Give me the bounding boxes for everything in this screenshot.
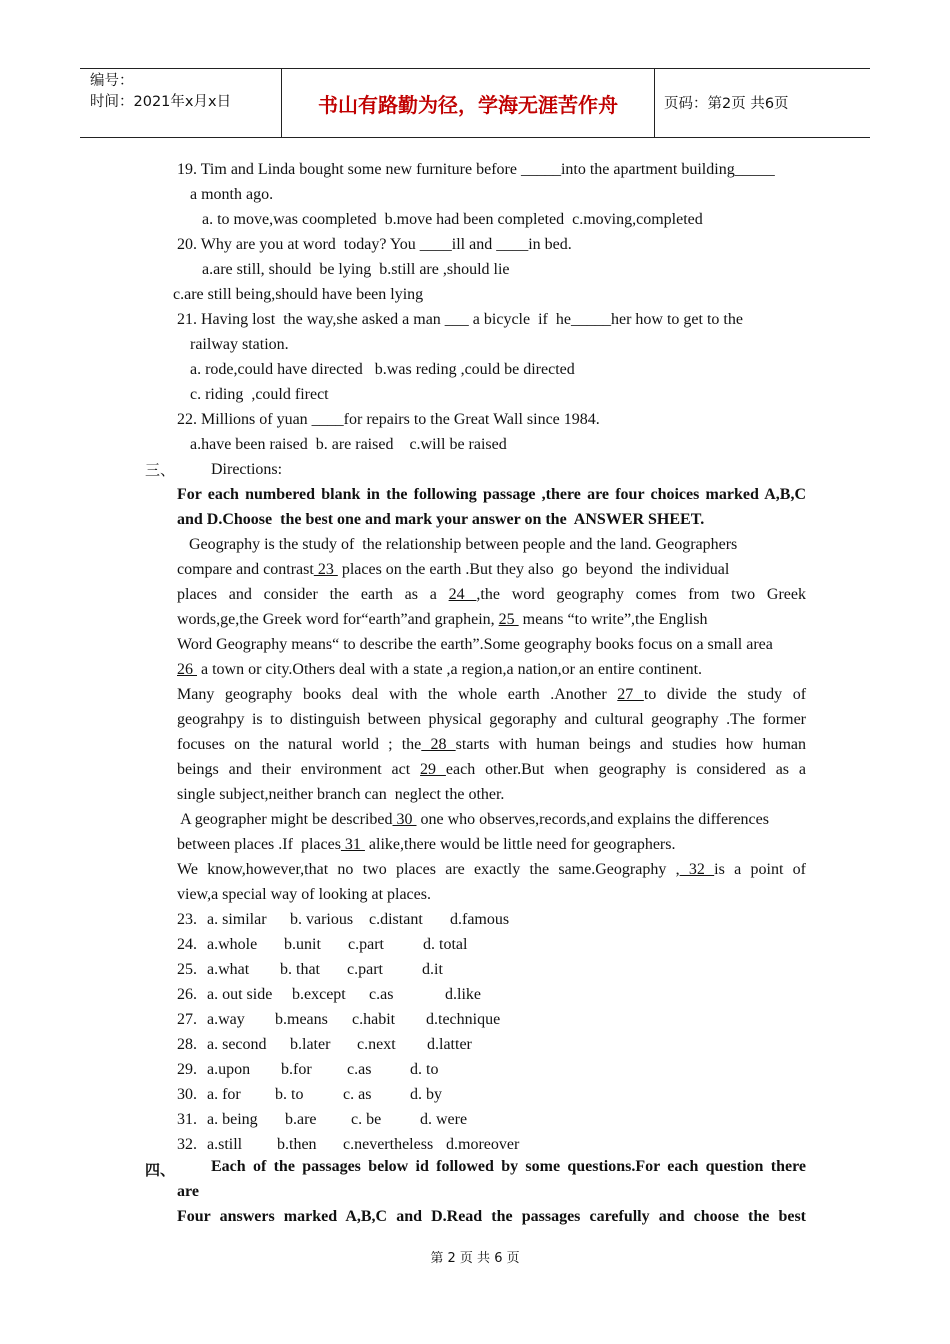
passage-line: geograhpy is to distinguish between physical gegoraphy and cultural geography .The former bbox=[177, 711, 806, 728]
blank-27: 27 bbox=[617, 686, 644, 703]
question-22: 22. Millions of yuan ____for repairs to the Great Wall since 1984. bbox=[177, 411, 600, 428]
passage-line: Geography is the study of the relationship between people and the land. Geographers bbox=[189, 536, 738, 553]
blank-32: 32 bbox=[679, 861, 715, 878]
number-label: 编号： bbox=[90, 73, 134, 89]
passage-line: places and consider the earth as a 24 ,the word geography comes from two Greek bbox=[177, 586, 807, 603]
page-footer: 第 2 页 共 6 页 bbox=[430, 1251, 520, 1266]
section-3-instruction: For each numbered blank in the following passage ,there are four choices marked A,B,C bbox=[177, 486, 806, 503]
page-header bbox=[80, 68, 870, 138]
blank-28: 28 bbox=[421, 736, 456, 753]
passage-line: focuses on the natural world ; the 28 starts with human beings and studies how human bbox=[177, 736, 807, 753]
section-4-instruction: are bbox=[177, 1183, 199, 1200]
date-label: 时间：2021年x月x日 bbox=[90, 94, 232, 110]
blank-23: 23 bbox=[313, 561, 338, 578]
header-meta bbox=[90, 71, 231, 113]
passage-line: compare and contrast 23 places on the earth .But they also go beyond the individual bbox=[177, 561, 730, 578]
header-motto: 书山有路勤为径，学海无涯苦作舟 bbox=[318, 93, 618, 117]
passage-line: A geographer might be described 30 one who observes,records,and explains the differences bbox=[177, 811, 769, 828]
passage-line: We know,however,that no two places are exactly the same.Geography , 32 is a point of bbox=[177, 861, 807, 878]
blank-30: 30 bbox=[392, 811, 417, 828]
passage-line: beings and their environment act 29 each other.But when geography is considered as a bbox=[177, 761, 806, 778]
page-info: 页码：第2页 共6页 bbox=[664, 96, 789, 112]
question-20-options: a.are still, should be lying b.still are ,should lie bbox=[202, 261, 510, 278]
section-3-title: Directions: bbox=[211, 461, 283, 478]
section-4-number: 四、 bbox=[145, 1161, 176, 1179]
passage-line: 26 a town or city.Others deal with a state ,a region,a nation,or an entire continent. bbox=[177, 661, 703, 678]
blank-25: 25 bbox=[498, 611, 519, 628]
section-4-instruction: Four answers marked A,B,C and D.Read the passages carefully and choose the best bbox=[177, 1208, 806, 1225]
section-3-instruction: and D.Choose the best one and mark your answer on the ANSWER SHEET. bbox=[177, 511, 705, 528]
question-20-options: c.are still being,should have been lying bbox=[173, 286, 424, 303]
question-19-cont: a month ago. bbox=[190, 186, 274, 203]
question-19-options: a. to move,was coompleted b.move had been completed c.moving,completed bbox=[202, 211, 703, 228]
blank-24: 24 bbox=[448, 586, 477, 603]
header-divider bbox=[654, 69, 655, 137]
question-22-options: a.have been raised b. are raised c.will be raised bbox=[190, 436, 507, 453]
passage-line: view,a special way of looking at places. bbox=[177, 886, 431, 903]
question-21-cont: railway station. bbox=[190, 336, 289, 353]
passage-line: Word Geography means“ to describe the earth”.Some geography books focus on a small area bbox=[177, 636, 773, 653]
question-19: 19. Tim and Linda bought some new furniture before _____into the apartment building_____ bbox=[177, 161, 775, 178]
question-21-options: a. rode,could have directed b.was reding ,could be directed bbox=[190, 361, 575, 378]
question-21-options: c. riding ,could firect bbox=[190, 386, 329, 403]
passage-line: words,ge,the Greek word for“earth”and graphein, 25 means “to write”,the English bbox=[177, 611, 708, 628]
blank-29: 29 bbox=[420, 761, 446, 778]
passage-line: Many geography books deal with the whole earth .Another 27 to divide the study of bbox=[177, 686, 807, 703]
blank-31: 31 bbox=[340, 836, 365, 853]
passage-line: between places .If places 31 alike,there would be little need for geographers. bbox=[177, 836, 676, 853]
section-3-number: 三、 bbox=[145, 461, 176, 479]
question-21: 21. Having lost the way,she asked a man ___ a bicycle if he_____her how to get to the bbox=[177, 311, 743, 328]
passage-line: single subject,neither branch can neglect the other. bbox=[177, 786, 505, 803]
question-20: 20. Why are you at word today? You ____ill and ____in bed. bbox=[177, 236, 572, 253]
section-4-instruction: Each of the passages below id followed by some questions.For each question there bbox=[211, 1158, 806, 1175]
blank-26: 26 bbox=[177, 661, 197, 678]
